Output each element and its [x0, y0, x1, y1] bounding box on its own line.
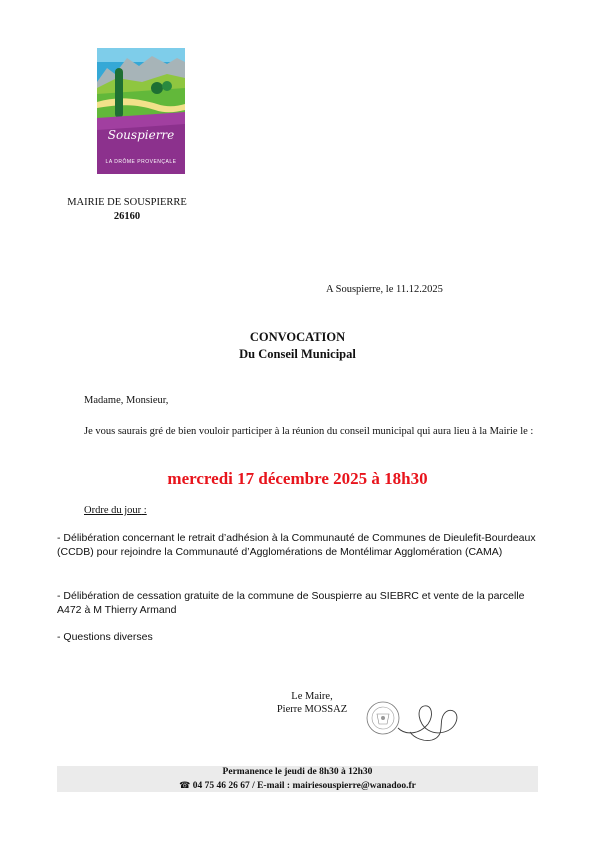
footer-contact-text: 04 75 46 26 67 / E-mail : mairiesouspierre@wanadoo.fr	[190, 781, 416, 791]
agenda-title-text: Ordre du jour	[84, 505, 142, 516]
agenda-item: - Délibération concernant le retrait d’adhésion à la Communauté de Communes de Dieulefit-Bourdeaux (CCDB) pour rejoindre la Communauté d’Agglomérations de Montélimar Agglomération (CAMA)	[57, 532, 536, 558]
logo-artwork	[97, 48, 185, 174]
title-convocation: CONVOCATION	[249, 330, 346, 344]
signature-name: Pierre MOSSAZ	[276, 704, 348, 715]
signature-title: Le Maire,	[291, 691, 333, 702]
meeting-datetime: mercredi 17 décembre 2025 à 18h30	[167, 469, 428, 488]
footer-contact	[57, 779, 538, 793]
agenda-item: - Questions diverses	[57, 631, 153, 643]
agenda-title-colon: :	[141, 505, 147, 516]
agenda-item: - Délibération de cessation gratuite de la commune de Souspierre au SIEBRC et vente de la parcelle A472 à M Thierry Armand	[57, 590, 525, 616]
greeting: Madame, Monsieur,	[84, 395, 169, 406]
signature-graphic	[392, 696, 464, 744]
agenda-title	[84, 505, 147, 516]
title-conseil: Du Conseil Municipal	[239, 347, 356, 361]
intro-paragraph: Je vous saurais gré de bien vouloir participer à la réunion du conseil municipal qui aura lieu à la Mairie le :	[84, 426, 534, 437]
signature-block	[262, 690, 362, 716]
mairie-name: MAIRIE DE SOUSPIERRE	[67, 197, 187, 208]
logo-subtitle: LA DRÔME PROVENÇALE	[105, 159, 177, 165]
footer-hours: Permanence le jeudi de 8h30 à 12h30	[222, 767, 373, 777]
handwritten-signature	[392, 696, 464, 744]
phone-icon: ☎	[179, 780, 191, 790]
souspierre-logo	[97, 48, 185, 174]
document-title	[0, 329, 595, 363]
mairie-header	[57, 196, 197, 224]
footer-bar	[57, 766, 538, 792]
date-line: A Souspierre, le 11.12.2025	[326, 284, 443, 295]
logo-script-text: Souspierre	[107, 128, 175, 142]
postal-code: 26160	[113, 211, 141, 222]
